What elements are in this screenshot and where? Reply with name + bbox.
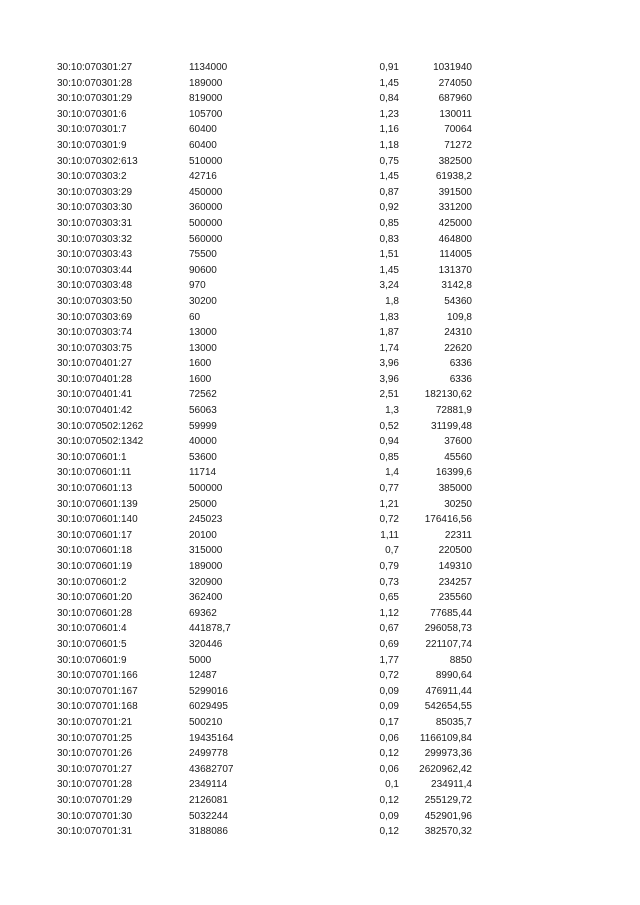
value-cell: 31199,48 — [431, 420, 472, 432]
table-row — [0, 200, 640, 216]
area-cell: 362400 — [189, 592, 223, 604]
coefficient-cell: 0,09 — [379, 701, 399, 713]
cadastral-number-cell: 30:10:070303:31 — [57, 217, 133, 229]
area-cell: 42716 — [189, 171, 217, 183]
cadastral-number-cell: 30:10:070301:6 — [57, 108, 127, 120]
coefficient-cell: 1,45 — [379, 77, 399, 89]
area-cell: 510000 — [189, 155, 223, 167]
table-row — [0, 559, 640, 575]
area-cell: 40000 — [189, 436, 217, 448]
table-row — [0, 746, 640, 762]
coefficient-cell: 0,12 — [379, 826, 399, 838]
table-row — [0, 434, 640, 450]
cadastral-number-cell: 30:10:070302:613 — [57, 155, 138, 167]
area-cell: 2349114 — [189, 779, 228, 791]
cadastral-number-cell: 30:10:070701:168 — [57, 701, 138, 713]
table-row — [0, 653, 640, 669]
value-cell: 274050 — [438, 77, 472, 89]
value-cell: 299973,36 — [424, 748, 472, 760]
cadastral-number-cell: 30:10:070303:48 — [57, 280, 133, 292]
table-row — [0, 606, 640, 622]
coefficient-cell: 1,16 — [379, 124, 399, 136]
cadastral-number-cell: 30:10:070301:7 — [57, 124, 127, 136]
value-cell: 1166109,84 — [419, 732, 472, 744]
area-cell: 20100 — [189, 529, 217, 541]
coefficient-cell: 1,74 — [379, 342, 399, 354]
cadastral-number-cell: 30:10:070601:13 — [57, 483, 133, 495]
table-row — [0, 154, 640, 170]
table-row — [0, 60, 640, 76]
coefficient-cell: 0,12 — [379, 748, 399, 760]
value-cell: 6336 — [449, 373, 472, 385]
value-cell: 8990,64 — [435, 670, 472, 682]
table-row — [0, 809, 640, 825]
coefficient-cell: 0,1 — [385, 779, 399, 791]
cadastral-number-cell: 30:10:070401:42 — [57, 405, 133, 417]
area-cell: 320900 — [189, 576, 223, 588]
area-cell: 90600 — [189, 264, 217, 276]
table-row — [0, 590, 640, 606]
coefficient-cell: 0,09 — [379, 810, 399, 822]
cadastral-number-cell: 30:10:070601:9 — [57, 654, 127, 666]
coefficient-cell: 0,77 — [379, 483, 399, 495]
cadastral-number-cell: 30:10:070401:27 — [57, 358, 133, 370]
cadastral-number-cell: 30:10:070601:1 — [57, 451, 127, 463]
coefficient-cell: 1,51 — [379, 249, 399, 261]
area-cell: 30200 — [189, 295, 217, 307]
coefficient-cell: 1,77 — [379, 654, 399, 666]
value-cell: 71272 — [444, 139, 472, 151]
table-row — [0, 263, 640, 279]
table-row — [0, 450, 640, 466]
area-cell: 560000 — [189, 233, 223, 245]
value-cell: 8850 — [449, 654, 472, 666]
coefficient-cell: 1,45 — [379, 171, 399, 183]
value-cell: 131370 — [438, 264, 472, 276]
cadastral-number-cell: 30:10:070601:20 — [57, 592, 133, 604]
coefficient-cell: 1,45 — [379, 264, 399, 276]
value-cell: 149310 — [438, 561, 472, 572]
coefficient-cell: 0,91 — [379, 62, 399, 73]
table-row — [0, 731, 640, 747]
table-row — [0, 278, 640, 294]
value-cell: 182130,62 — [424, 389, 472, 401]
value-cell: 70064 — [444, 124, 472, 136]
cadastral-number-cell: 30:10:070701:166 — [57, 670, 138, 682]
table-row — [0, 715, 640, 731]
area-cell: 60400 — [189, 124, 217, 136]
coefficient-cell: 3,96 — [379, 358, 399, 370]
cadastral-number-cell: 30:10:070601:19 — [57, 561, 133, 572]
area-cell: 53600 — [189, 451, 217, 463]
table-row — [0, 528, 640, 544]
coefficient-cell: 0,87 — [379, 186, 399, 198]
value-cell: 687960 — [438, 93, 472, 105]
cadastral-number-cell: 30:10:070303:2 — [57, 171, 127, 183]
cadastral-number-cell: 30:10:070601:11 — [57, 467, 132, 479]
area-cell: 11714 — [189, 467, 217, 479]
cadastral-number-cell: 30:10:070701:31 — [57, 826, 133, 838]
cadastral-number-cell: 30:10:070401:41 — [57, 389, 133, 401]
coefficient-cell: 0,7 — [385, 545, 399, 557]
coefficient-cell: 0,67 — [379, 623, 399, 635]
area-cell: 320446 — [189, 638, 223, 650]
cadastral-number-cell: 30:10:070401:28 — [57, 373, 133, 385]
table-row — [0, 341, 640, 357]
cadastral-number-cell: 30:10:070303:32 — [57, 233, 133, 245]
area-cell: 970 — [189, 280, 206, 292]
area-cell: 105700 — [189, 108, 223, 120]
value-cell: 296058,73 — [424, 623, 472, 635]
cadastral-number-cell: 30:10:070301:28 — [57, 77, 133, 89]
cadastral-number-cell: 30:10:070303:43 — [57, 249, 133, 261]
area-cell: 189000 — [189, 561, 223, 572]
value-cell: 235560 — [438, 592, 472, 604]
table-row — [0, 169, 640, 185]
area-cell: 1600 — [189, 373, 212, 385]
area-cell: 13000 — [189, 327, 217, 339]
cadastral-number-cell: 30:10:070701:29 — [57, 794, 133, 806]
area-cell: 1600 — [189, 358, 212, 370]
area-cell: 25000 — [189, 498, 217, 510]
cadastral-number-cell: 30:10:070601:4 — [57, 623, 127, 635]
coefficient-cell: 0,73 — [379, 576, 399, 588]
table-row — [0, 637, 640, 653]
table-row — [0, 419, 640, 435]
coefficient-cell: 0,72 — [379, 670, 399, 682]
area-cell: 5299016 — [189, 685, 228, 697]
table-row — [0, 91, 640, 107]
value-cell: 1031940 — [433, 62, 472, 73]
value-cell: 255129,72 — [424, 794, 472, 806]
coefficient-cell: 0,72 — [379, 514, 399, 526]
cadastral-number-cell: 30:10:070303:74 — [57, 327, 133, 339]
coefficient-cell: 0,85 — [379, 451, 399, 463]
table-row — [0, 497, 640, 513]
spreadsheet-table — [0, 60, 640, 840]
value-cell: 391500 — [438, 186, 472, 198]
area-cell: 6029495 — [189, 701, 228, 713]
area-cell: 69362 — [189, 607, 217, 619]
cadastral-number-cell: 30:10:070303:44 — [57, 264, 133, 276]
area-cell: 59999 — [189, 420, 217, 432]
value-cell: 22311 — [444, 529, 472, 541]
area-cell: 500000 — [189, 217, 223, 229]
value-cell: 542654,55 — [424, 701, 472, 713]
coefficient-cell: 1,83 — [379, 311, 399, 323]
value-cell: 220500 — [438, 545, 472, 557]
cadastral-number-cell: 30:10:070601:5 — [57, 638, 127, 650]
coefficient-cell: 0,09 — [379, 685, 399, 697]
value-cell: 331200 — [438, 202, 472, 214]
area-cell: 2126081 — [189, 794, 228, 806]
area-cell: 819000 — [189, 93, 223, 105]
table-row — [0, 575, 640, 591]
table-row — [0, 325, 640, 341]
area-cell: 1134000 — [189, 62, 228, 73]
value-cell: 109,8 — [446, 311, 472, 323]
value-cell: 221107,74 — [425, 638, 472, 650]
coefficient-cell: 1,11 — [380, 529, 399, 541]
cadastral-number-cell: 30:10:070301:9 — [57, 139, 127, 151]
table-row — [0, 216, 640, 232]
coefficient-cell: 0,06 — [379, 732, 399, 744]
table-row — [0, 232, 640, 248]
table-row — [0, 294, 640, 310]
coefficient-cell: 1,12 — [379, 607, 399, 619]
coefficient-cell: 1,18 — [379, 139, 399, 151]
coefficient-cell: 0,83 — [379, 233, 399, 245]
coefficient-cell: 0,84 — [379, 93, 399, 105]
cadastral-number-cell: 30:10:070701:167 — [57, 685, 138, 697]
area-cell: 3188086 — [189, 826, 228, 838]
table-row — [0, 777, 640, 793]
area-cell: 360000 — [189, 202, 223, 214]
area-cell: 60 — [189, 311, 201, 323]
area-cell: 189000 — [189, 77, 223, 89]
area-cell: 500000 — [189, 483, 223, 495]
area-cell: 245023 — [189, 514, 223, 526]
coefficient-cell: 1,21 — [379, 498, 399, 510]
table-row — [0, 185, 640, 201]
value-cell: 72881,9 — [435, 405, 472, 417]
area-cell: 72562 — [189, 389, 217, 401]
table-row — [0, 76, 640, 92]
value-cell: 3142,8 — [441, 280, 472, 292]
area-cell: 450000 — [189, 186, 223, 198]
value-cell: 385000 — [438, 483, 472, 495]
coefficient-cell: 1,23 — [379, 108, 399, 120]
cadastral-number-cell: 30:10:070601:17 — [57, 529, 133, 541]
coefficient-cell: 2,51 — [379, 389, 399, 401]
table-row — [0, 481, 640, 497]
value-cell: 22620 — [444, 342, 472, 354]
coefficient-cell: 0,75 — [379, 155, 399, 167]
cadastral-number-cell: 30:10:070601:28 — [57, 607, 133, 619]
cadastral-number-cell: 30:10:070601:18 — [57, 545, 133, 557]
area-cell: 13000 — [189, 342, 217, 354]
value-cell: 234257 — [438, 576, 472, 588]
cadastral-number-cell: 30:10:070303:50 — [57, 295, 133, 307]
cadastral-number-cell: 30:10:070502:1262 — [57, 420, 144, 432]
cadastral-number-cell: 30:10:070701:27 — [57, 763, 133, 775]
coefficient-cell: 0,92 — [379, 202, 399, 214]
area-cell: 500210 — [189, 716, 223, 728]
value-cell: 77685,44 — [430, 607, 472, 619]
area-cell: 75500 — [189, 249, 217, 261]
value-cell: 130011 — [439, 108, 472, 120]
table-row — [0, 310, 640, 326]
table-row — [0, 668, 640, 684]
coefficient-cell: 3,96 — [379, 373, 399, 385]
table-row — [0, 122, 640, 138]
cadastral-number-cell: 30:10:070601:139 — [57, 498, 138, 510]
coefficient-cell: 0,12 — [379, 794, 399, 806]
table-row — [0, 138, 640, 154]
value-cell: 452901,96 — [424, 810, 472, 822]
table-row — [0, 793, 640, 809]
coefficient-cell: 0,69 — [379, 638, 399, 650]
value-cell: 54360 — [444, 295, 472, 307]
value-cell: 16399,6 — [435, 467, 472, 479]
cadastral-number-cell: 30:10:070301:29 — [57, 93, 133, 105]
table-row — [0, 372, 640, 388]
table-row — [0, 465, 640, 481]
value-cell: 24310 — [444, 327, 472, 339]
table-row — [0, 387, 640, 403]
cadastral-number-cell: 30:10:070303:29 — [57, 186, 133, 198]
table-row — [0, 356, 640, 372]
coefficient-cell: 0,06 — [379, 763, 399, 775]
cadastral-number-cell: 30:10:070303:30 — [57, 202, 133, 214]
cadastral-number-cell: 30:10:070601:2 — [57, 576, 127, 588]
cadastral-number-cell: 30:10:070701:26 — [57, 748, 133, 760]
value-cell: 61938,2 — [435, 171, 472, 183]
value-cell: 176416,56 — [424, 514, 472, 526]
table-row — [0, 403, 640, 419]
cadastral-number-cell: 30:10:070701:21 — [57, 716, 133, 728]
coefficient-cell: 0,65 — [379, 592, 399, 604]
coefficient-cell: 3,24 — [379, 280, 399, 292]
area-cell: 43682707 — [189, 763, 234, 775]
value-cell: 6336 — [449, 358, 472, 370]
value-cell: 382500 — [438, 155, 472, 167]
cadastral-number-cell: 30:10:070701:30 — [57, 810, 133, 822]
cadastral-number-cell: 30:10:070701:25 — [57, 732, 133, 744]
cadastral-number-cell: 30:10:070601:140 — [57, 514, 138, 526]
cadastral-number-cell: 30:10:070303:69 — [57, 311, 133, 323]
cadastral-number-cell: 30:10:070701:28 — [57, 779, 133, 791]
area-cell: 441878,7 — [189, 623, 231, 635]
value-cell: 464800 — [438, 233, 472, 245]
value-cell: 382570,32 — [424, 826, 472, 838]
area-cell: 12487 — [189, 670, 217, 682]
area-cell: 315000 — [189, 545, 223, 557]
cadastral-number-cell: 30:10:070502:1342 — [57, 436, 144, 448]
coefficient-cell: 0,94 — [379, 436, 399, 448]
value-cell: 425000 — [438, 217, 472, 229]
coefficient-cell: 1,87 — [379, 327, 399, 339]
value-cell: 114005 — [439, 249, 472, 261]
table-row — [0, 543, 640, 559]
table-row — [0, 699, 640, 715]
value-cell: 45560 — [444, 451, 472, 463]
area-cell: 60400 — [189, 139, 217, 151]
table-row — [0, 621, 640, 637]
coefficient-cell: 0,85 — [379, 217, 399, 229]
value-cell: 476911,44 — [425, 685, 472, 697]
coefficient-cell: 1,8 — [385, 295, 399, 307]
area-cell: 5000 — [189, 654, 212, 666]
cadastral-number-cell: 30:10:070303:75 — [57, 342, 133, 354]
table-row — [0, 247, 640, 263]
coefficient-cell: 1,3 — [385, 405, 399, 417]
area-cell: 2499778 — [189, 748, 228, 760]
cadastral-number-cell: 30:10:070301:27 — [57, 62, 133, 73]
coefficient-cell: 1,4 — [385, 467, 399, 479]
value-cell: 2620962,42 — [419, 763, 472, 775]
coefficient-cell: 0,79 — [379, 561, 399, 572]
value-cell: 30250 — [444, 498, 472, 510]
table-row — [0, 684, 640, 700]
area-cell: 19435164 — [189, 732, 234, 744]
table-row — [0, 107, 640, 123]
value-cell: 234911,4 — [431, 779, 472, 791]
value-cell: 85035,7 — [435, 716, 472, 728]
area-cell: 5032244 — [189, 810, 228, 822]
table-row — [0, 824, 640, 840]
table-row — [0, 762, 640, 778]
coefficient-cell: 0,17 — [379, 716, 399, 728]
area-cell: 56063 — [189, 405, 217, 417]
table-row — [0, 512, 640, 528]
coefficient-cell: 0,52 — [379, 420, 399, 432]
value-cell: 37600 — [444, 436, 472, 448]
